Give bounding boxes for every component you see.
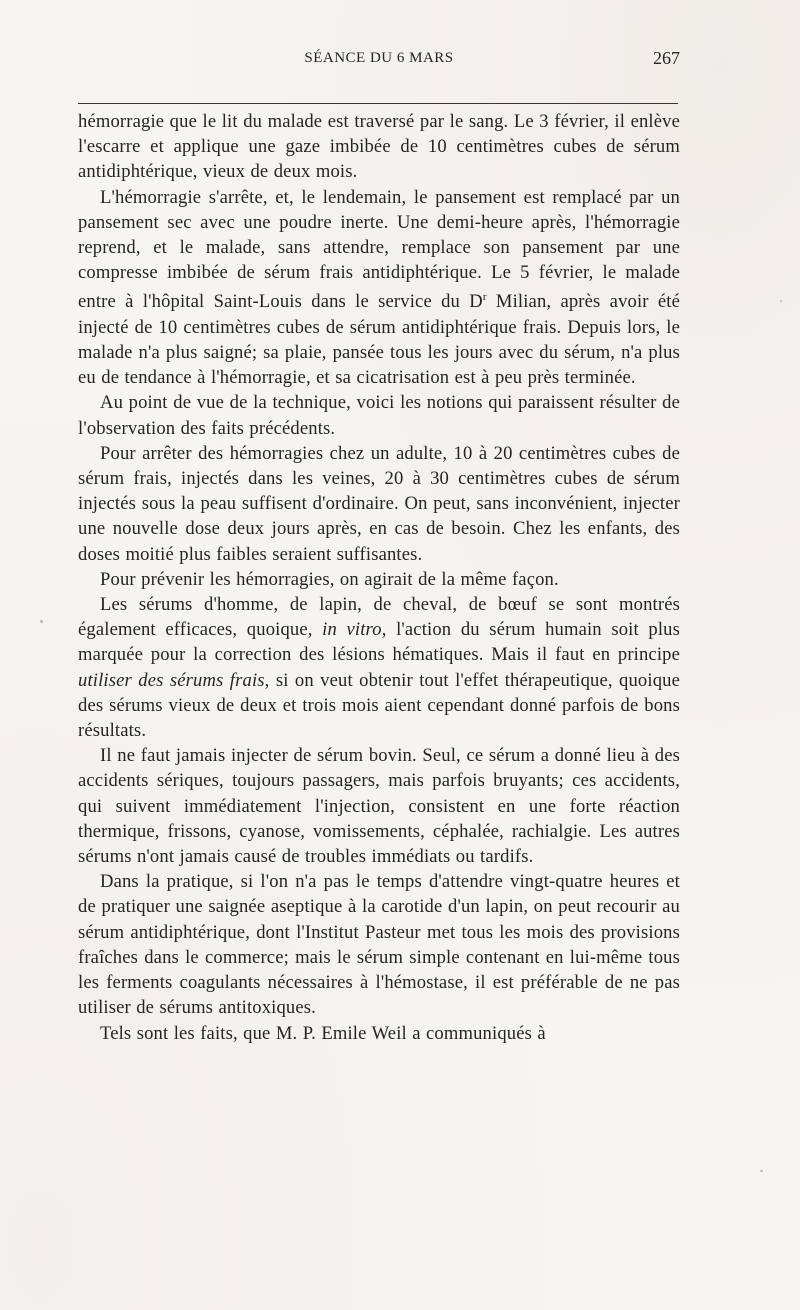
running-title: SÉANCE DU 6 MARS — [304, 50, 454, 66]
paragraph-bovine-serum: Il ne faut jamais injecter de sérum bovin. Seul, ce sérum a donné lieu à des accidents sériques, toujours passagers, mais parfois bruyants; ces accidents, qui suivent immédiatement l'injection, consistent en une forte réaction thermique, frissons, cyanose, vomissements, céphalée, rachialgie. Les autres sérums n'ont jamais causé de troubles immédiats ou tardifs. — [78, 745, 680, 868]
paragraph-serum-types — [78, 592, 680, 743]
paper-speck — [760, 1170, 763, 1172]
paragraph-prevention: Pour prévenir les hémorragies, on agirait de la même façon. — [100, 568, 559, 590]
paper-speck — [40, 620, 43, 623]
paper-speck — [780, 300, 782, 302]
italic-phrase: in vitro — [322, 619, 382, 641]
paragraph-text: , l'action du sérum humain soit plus marquée pour la correction des lésions hématiques. Mais il faut en principe — [78, 619, 681, 666]
paragraph-hemorrhage-case — [78, 185, 680, 391]
paragraph-closing: Tels sont les faits, que M. P. Emile Weil a communiqués à — [100, 1022, 546, 1044]
doctor-abbrev-superscript: r — [482, 291, 487, 304]
paragraph-practice: Dans la pratique, si l'on n'a pas le temps d'attendre vingt-quatre heures et de pratiquer une saignée aseptique à la carotide d'un lapin, on peut recourir au sérum antidiphtérique, dont l'Institut Pasteur met tous les mois des provisions fraîches dans le commerce; mais le sérum simple contenant en lui-même tous les ferments coagulants nécessaires à l'hémostase, il est préférable de ne pas utiliser de sérums antitoxiques. — [78, 871, 680, 1019]
body-text — [78, 109, 680, 1046]
paragraph-text: Milian, après avoir été injecté de 10 centimètres cubes de sérum antidiphtérique frais. Depuis lors, le malade n'a plus saigné; sa plaie, pansée tous les jours avec du sérum, n'a plus eu de tendance à l'hémorragie, et sa cicatrisation est à peu près terminée. — [78, 291, 680, 389]
paragraph-continuation: hémorragie que le lit du malade est traversé par le sang. Le 3 février, il enlève l'escarre et applique une gaze imbibée de 10 centimètres cubes de sérum antidiphtérique, vieux de deux mois. — [78, 111, 680, 183]
italic-phrase: utiliser des sérums frais — [78, 669, 265, 691]
paragraph-text: , si on veut obtenir tout l'effet thérapeutique, quoique des sérums vieux de deux et trois mois aient cependant donné parfois de bons résultats. — [78, 669, 680, 742]
paragraph-technique: Au point de vue de la technique, voici les notions qui paraissent résulter de l'observation des faits précédents. — [78, 392, 680, 439]
header-rule — [78, 103, 678, 104]
paragraph-text: Les sérums d'homme, de lapin, de cheval, de bœuf se sont montrés également efficaces, quoique, — [78, 594, 680, 641]
paragraph-text: L'hémorragie s'arrête, et, le lendemain, le pansement est remplacé par un pansement sec avec une poudre inerte. Une demi-heure après, l'hémorragie reprend, et le malade, sans attendre, remplace son pansement par une compresse imbibée de sérum frais antidiphtérique. Le 5 février, le malade entre à l'hôpital Saint-Louis dans le service du D — [78, 186, 680, 313]
page-header — [78, 50, 680, 72]
paragraph-dosage: Pour arrêter des hémorragies chez un adulte, 10 à 20 centimètres cubes de sérum frais, injectés dans les veines, 20 à 30 centimètres cubes de sérum injectés sous la peau suffisent d'ordinaire. On peut, sans inconvénient, injecter une nouvelle dose deux jours après, en cas de besoin. Chez les enfants, des doses moitié plus faibles seraient suffisantes. — [78, 442, 680, 565]
page-number: 267 — [653, 48, 680, 68]
